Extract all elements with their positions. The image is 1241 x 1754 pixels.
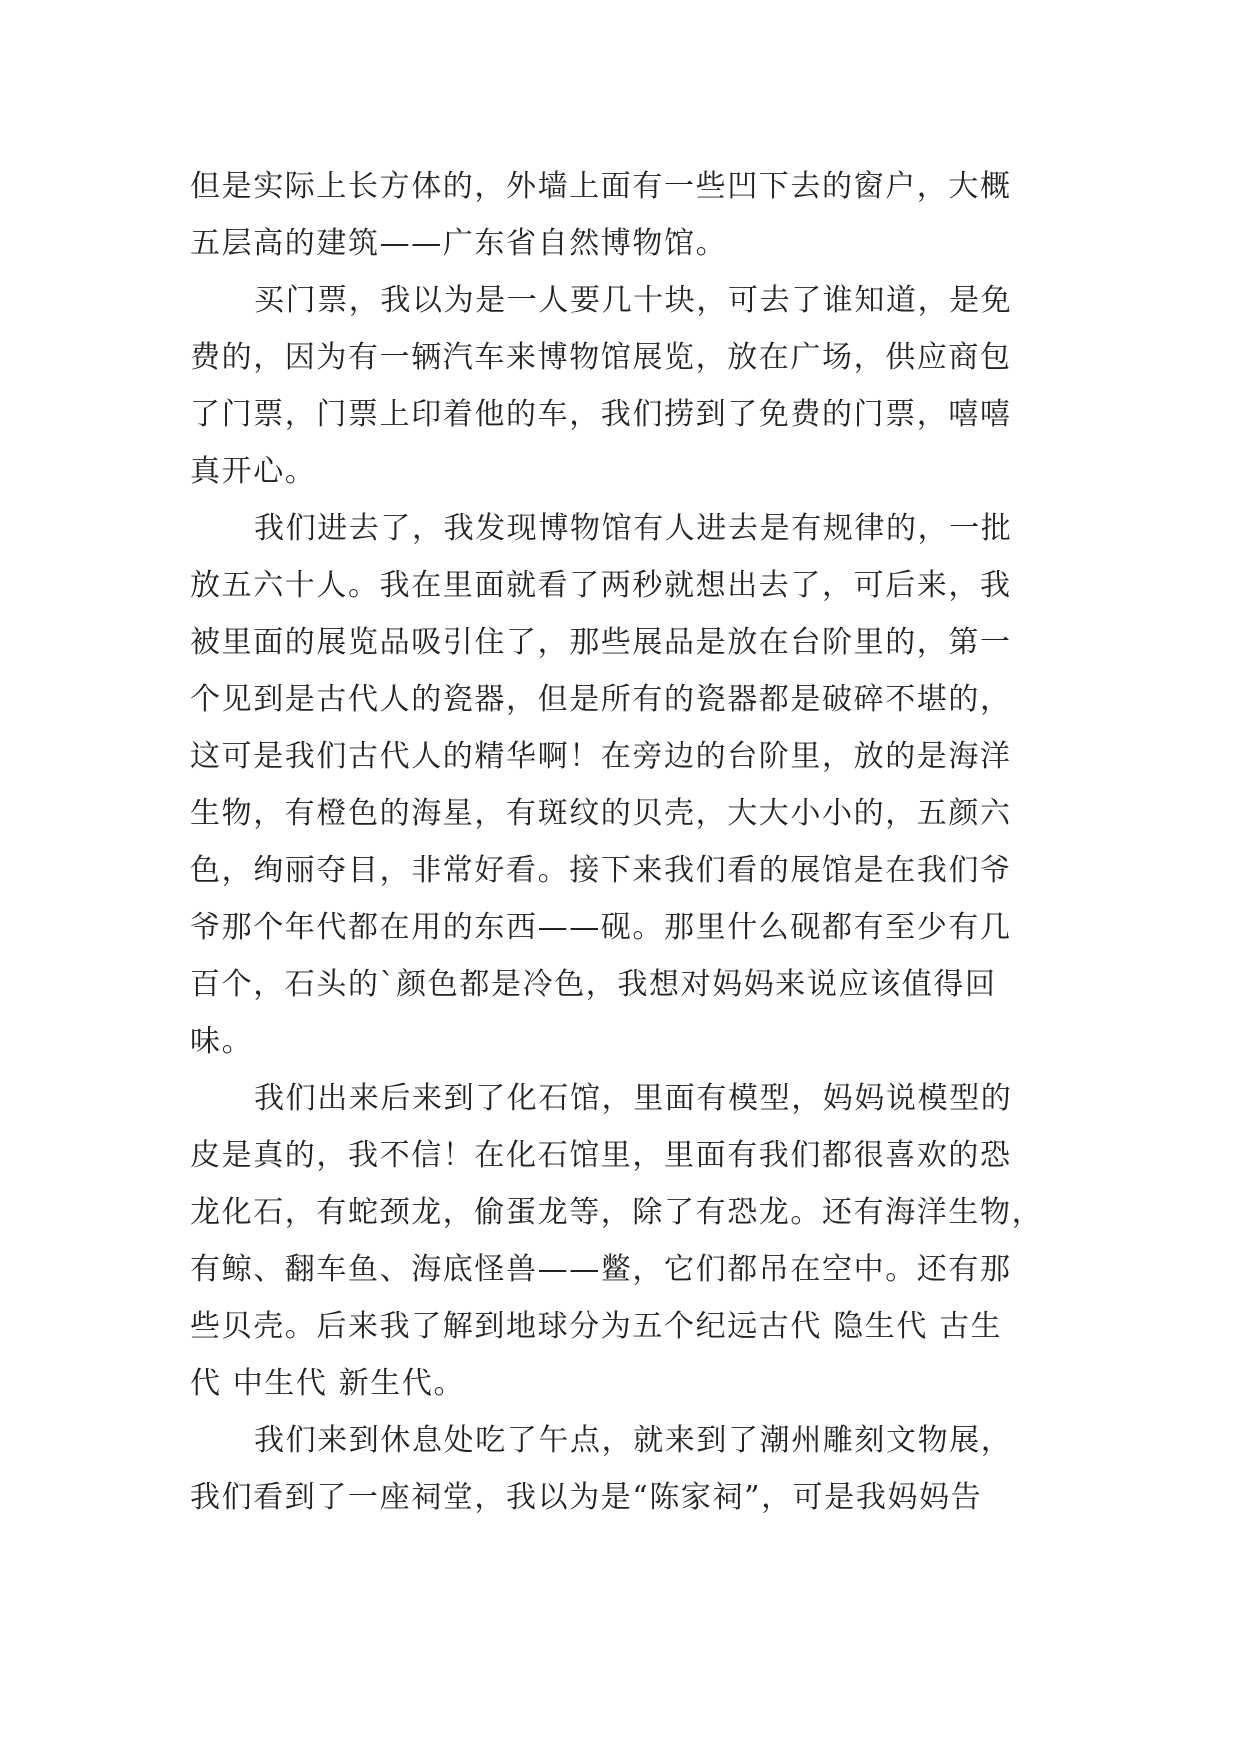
text-line: 费的，因为有一辆汽车来博物馆展览，放在广场，供应商包 — [190, 340, 1012, 375]
text-line: 有鲸、翻车鱼、海底怪兽——鳖，它们都吊在空中。还有那 — [190, 1252, 1012, 1287]
text-line: 但是实际上长方体的，外墙上面有一些凹下去的窗户，大概 — [190, 169, 1012, 204]
text-line: 皮是真的，我不信！在化石馆里，里面有我们都很喜欢的恐 — [190, 1138, 1012, 1173]
text-line: 放五六十人。我在里面就看了两秒就想出去了，可后来，我 — [190, 568, 1012, 603]
text-line: 这可是我们古代人的精华啊！在旁边的台阶里，放的是海洋 — [190, 739, 1012, 774]
text-line: 真开心。 — [190, 454, 317, 489]
text-line: 我们看到了一座祠堂，我以为是“陈家祠”，可是我妈妈告 — [190, 1480, 983, 1515]
text-line: 爷那个年代都在用的东西——砚。那里什么砚都有至少有几 — [190, 910, 1012, 945]
text-line: 色，绚丽夺目，非常好看。接下来我们看的展馆是在我们爷 — [190, 853, 1012, 888]
text-line: 我们出来后来到了化石馆，里面有模型，妈妈说模型的 — [254, 1081, 1013, 1116]
text-line: 买门票，我以为是一人要几十块，可去了谁知道，是免 — [254, 283, 1013, 318]
text-line: 百个，石头的`颜色都是冷色，我想对妈妈来说应该值得回 — [190, 967, 997, 1002]
text-line: 些贝壳。后来我了解到地球分为五个纪远古代 隐生代 古生 — [190, 1309, 1003, 1344]
text-line: 生物，有橙色的海星，有斑纹的贝壳，大大小小的，五颜六 — [190, 796, 1012, 831]
text-line: 五层高的建筑——广东省自然博物馆。 — [190, 226, 728, 261]
body-text — [190, 158, 1050, 1526]
text-line: 我们来到休息处吃了午点，就来到了潮州雕刻文物展， — [254, 1423, 1013, 1458]
text-line: 我们进去了，我发现博物馆有人进去是有规律的，一批 — [254, 511, 1013, 546]
text-line: 味。 — [190, 1024, 254, 1059]
text-line: 被里面的展览品吸引住了，那些展品是放在台阶里的，第一 — [190, 625, 1012, 660]
text-line: 了门票，门票上印着他的车，我们捞到了免费的门票，嘻嘻 — [190, 397, 1012, 432]
text-line: 代 中生代 新生代。 — [190, 1366, 466, 1401]
text-line: 龙化石，有蛇颈龙，偷蛋龙等，除了有恐龙。还有海洋生物， — [190, 1195, 1044, 1230]
text-line: 个见到是古代人的瓷器，但是所有的瓷器都是破碎不堪的， — [190, 682, 1012, 717]
